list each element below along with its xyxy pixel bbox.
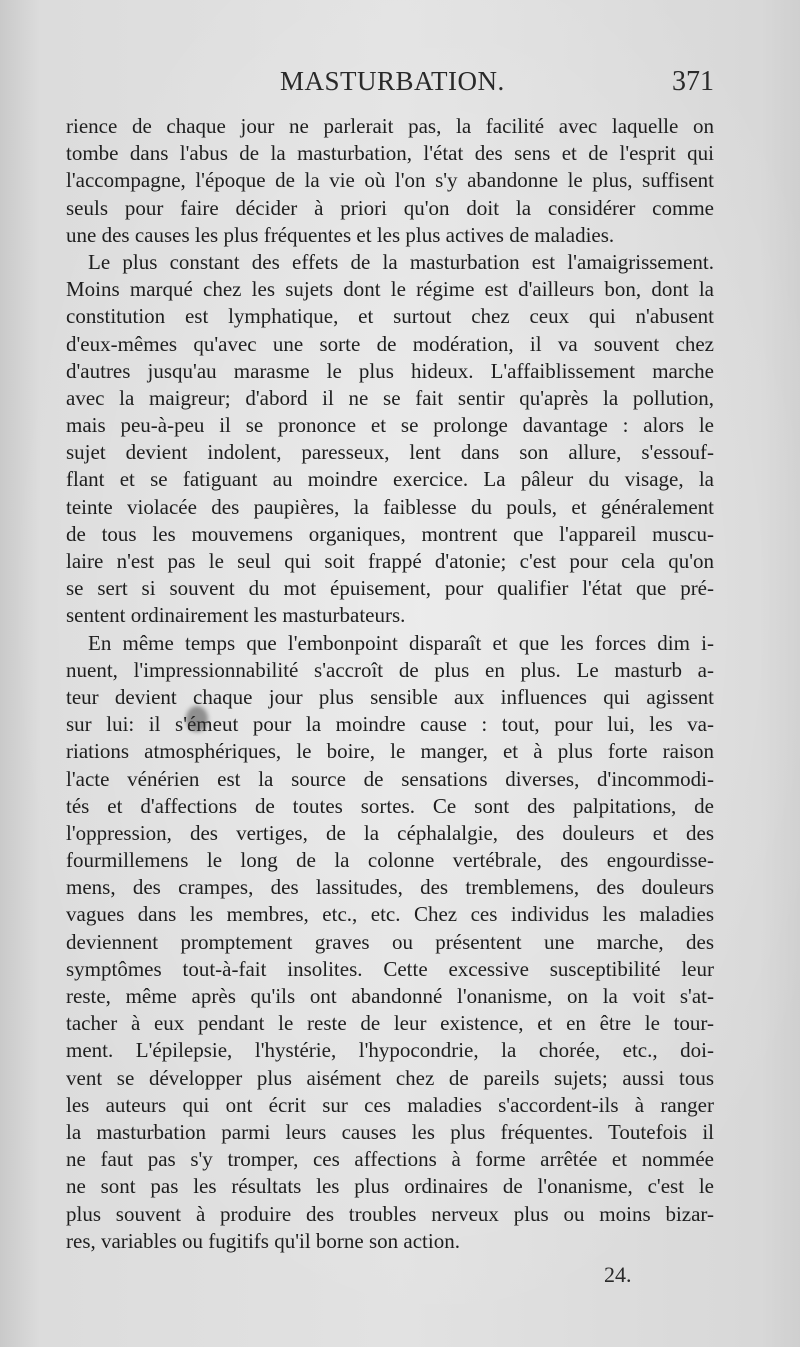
- text-line: En même temps que l'embonpoint disparaît et que les forces dim i-: [88, 630, 714, 655]
- text-line: Moins marqué chez les sujets dont le régime est d'ailleurs bon, dont la: [66, 277, 714, 302]
- text-line: avec la maigreur; d'abord il ne se fait sentir qu'après la pollution,: [66, 385, 714, 410]
- text-line: tacher à eux pendant le reste de leur existence, et en être le tour-: [66, 1011, 714, 1036]
- text-line: l'oppression, des vertiges, de la céphalalgie, des douleurs et des: [66, 820, 714, 845]
- text-line: d'eux-mêmes qu'avec une sorte de modération, il va souvent chez: [66, 331, 714, 356]
- page-number: 371: [672, 66, 714, 97]
- text-line: ne sont pas les résultats les plus ordinaires de l'onanisme, c'est le: [66, 1174, 714, 1199]
- text-line: sujet devient indolent, paresseux, lent dans son allure, s'essouf-: [66, 440, 714, 465]
- text-line: une des causes les plus fréquentes et les plus actives de maladies.: [66, 222, 615, 247]
- text-line: symptômes tout-à-fait insolites. Cette excessive susceptibilité leur: [66, 956, 714, 981]
- text-line: nuent, l'impressionnabilité s'accroît de plus en plus. Le masturb a-: [66, 657, 714, 682]
- text-line: reste, même après qu'ils ont abandonné l'onanisme, on la voit s'at-: [66, 984, 714, 1008]
- text-line: sentent ordinairement les masturbateurs.: [66, 603, 406, 628]
- text-line: laire n'est pas le seul qui soit frappé d'atonie; c'est pour cela qu'on: [66, 549, 714, 573]
- text-line: la masturbation parmi leurs causes les plus fréquentes. Toutefois il: [66, 1119, 714, 1144]
- text-line: plus souvent à produire des troubles nerveux plus ou moins bizar-: [66, 1201, 714, 1226]
- text-line: tés et d'affections de toutes sortes. Ce sont des palpitations, de: [66, 793, 714, 818]
- paragraph: [66, 630, 714, 1255]
- text-line: l'acte vénérien est la source de sensations diverses, d'incommodi-: [66, 766, 714, 791]
- text-line: vent se développer plus aisément chez de pareils sujets; aussi tous: [66, 1065, 714, 1090]
- text-line: teinte violacée des paupières, la faiblesse du pouls, et généralement: [66, 494, 714, 519]
- text-line: l'accompagne, l'époque de la vie où l'on s'y abandonne le plus, suffisent: [66, 168, 714, 193]
- text-line: deviennent promptement graves ou présentent une marche, des: [66, 929, 714, 954]
- body-text: [66, 113, 714, 1255]
- text-line: tombe dans l'abus de la masturbation, l'état des sens et de l'esprit qui: [66, 141, 714, 166]
- ink-smudge: [186, 706, 208, 732]
- text-line: de tous les mouvemens organiques, montrent que l'appareil muscu-: [66, 521, 714, 546]
- text-line: mens, des crampes, des lassitudes, des tremblemens, des douleurs: [66, 875, 714, 900]
- running-title: MASTURBATION.: [280, 66, 505, 96]
- text-line: fourmillemens le long de la colonne vertébrale, des engourdisse-: [66, 848, 714, 873]
- text-line: res, variables ou fugitifs qu'il borne son action.: [66, 1228, 460, 1253]
- text-line: d'autres jusqu'au marasme le plus hideux. L'affaiblissement marche: [66, 358, 714, 383]
- signature-mark: 24.: [604, 1262, 632, 1287]
- text-line: les auteurs qui ont écrit sur ces maladies s'accordent-ils à ranger: [66, 1092, 714, 1117]
- text-line: vagues dans les membres, etc., etc. Chez ces individus les maladies: [66, 902, 714, 927]
- text-line: mais peu-à-peu il se prononce et se prolonge davantage : alors le: [66, 413, 714, 438]
- page-header: [66, 62, 714, 102]
- text-line: se sert si souvent du mot épuisement, pour qualifier l'état que pré-: [66, 576, 714, 601]
- text-line: constitution est lymphatique, et surtout chez ceux qui n'abusent: [66, 304, 714, 329]
- text-line: riations atmosphériques, le boire, le manger, et à plus forte raison: [66, 739, 714, 764]
- text-line: flant et se fatiguant au moindre exercice. La pâleur du visage, la: [66, 467, 714, 492]
- text-line: ne faut pas s'y tromper, ces affections à forme arrêtée et nommée: [66, 1147, 714, 1172]
- text-line: rience de chaque jour ne parlerait pas, la facilité avec laquelle on: [66, 114, 714, 138]
- paragraph: [66, 249, 714, 630]
- text-line: sur lui: il s'émeut pour la moindre cause : tout, pour lui, les va-: [66, 712, 714, 737]
- paragraph: [66, 113, 714, 249]
- text-line: teur devient chaque jour plus sensible aux influences qui agissent: [66, 684, 714, 709]
- text-line: Le plus constant des effets de la masturbation est l'amaigrissement.: [88, 249, 714, 274]
- text-line: ment. L'épilepsie, l'hystérie, l'hypocondrie, la chorée, etc., doi-: [66, 1038, 714, 1063]
- text-line: seuls pour faire décider à priori qu'on doit la considérer comme: [66, 195, 714, 220]
